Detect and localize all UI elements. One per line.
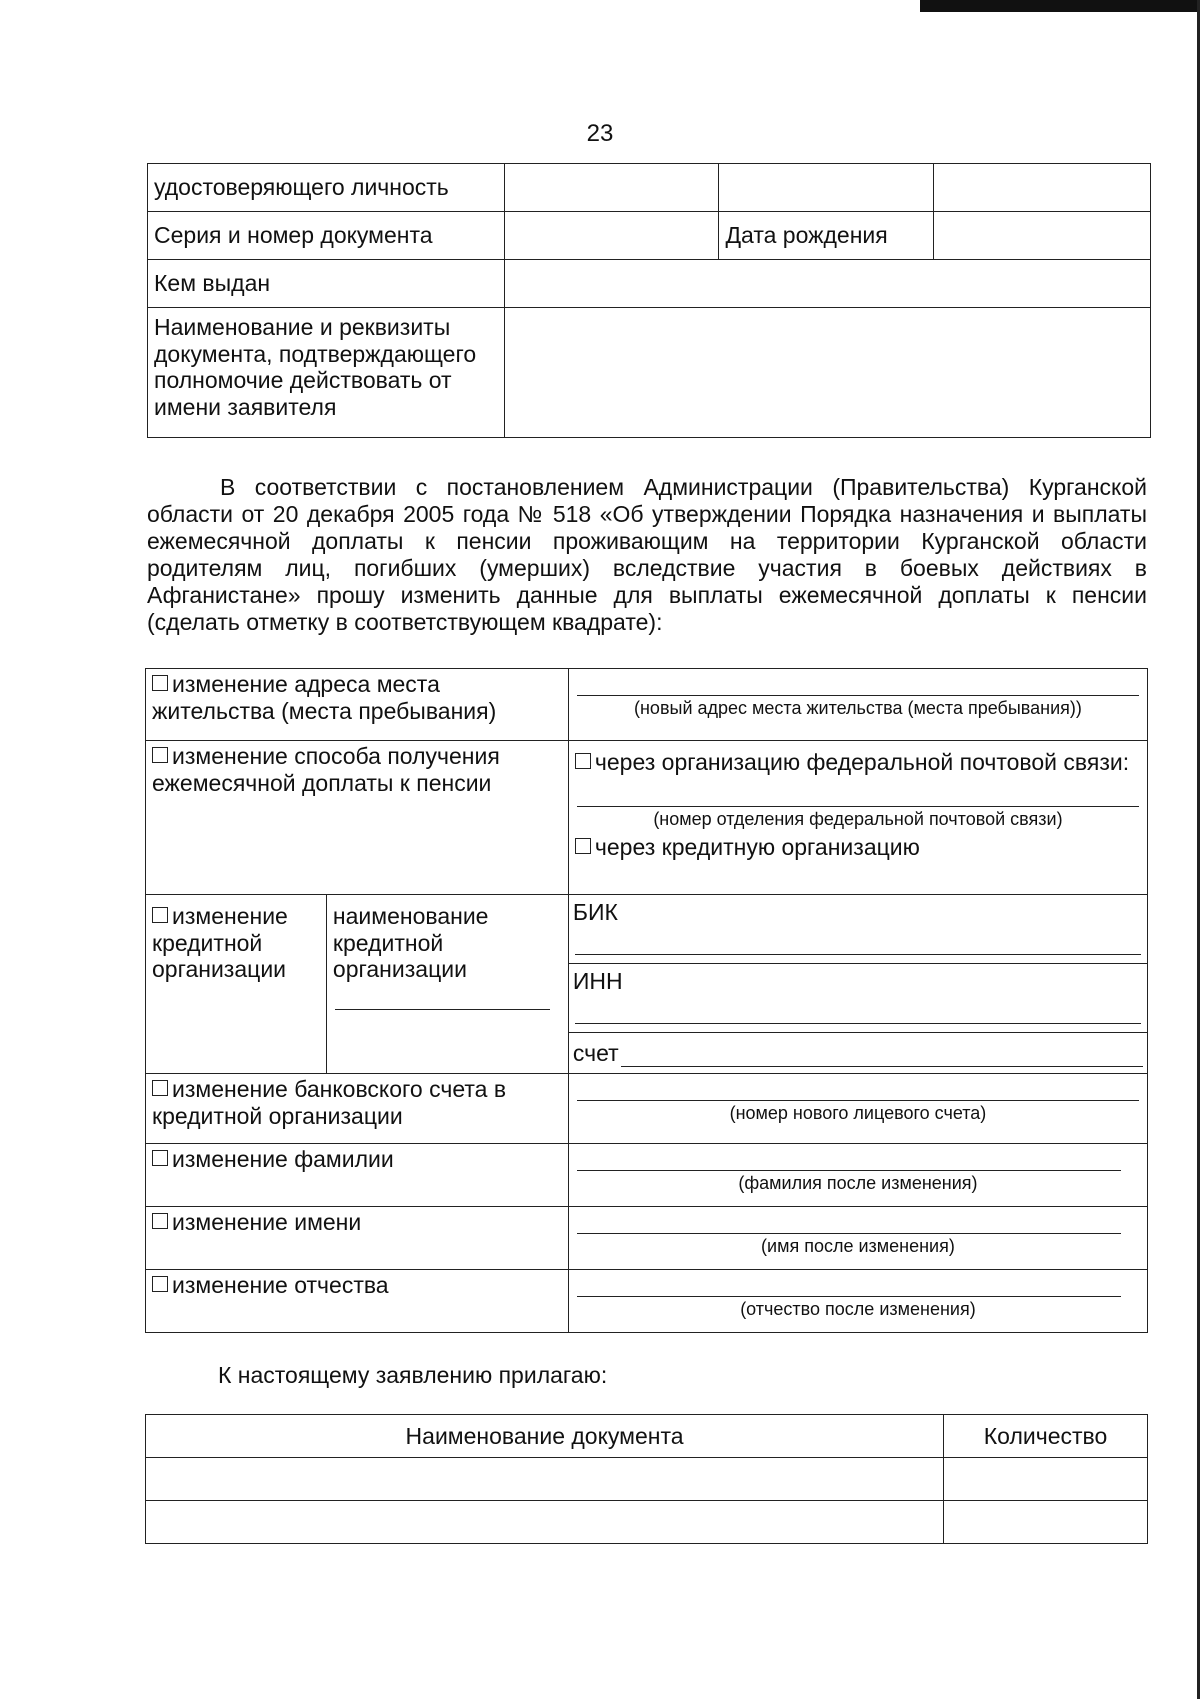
patronymic-change-option[interactable] [146,1270,569,1333]
series-number-label: Серия и номер документа [148,212,505,260]
bik-line[interactable] [575,930,1141,955]
surname-checkbox[interactable] [152,1150,168,1166]
via-post-checkbox[interactable] [575,753,591,769]
address-option-label: изменение адреса места жительства (места пребывания) [152,671,497,724]
credit-org-option-label: изменение кредитной организации [152,903,288,983]
id-document-label: удостоверяющего личность [148,164,505,212]
address-checkbox[interactable] [152,675,168,691]
scan-edge-top [920,0,1200,12]
bik-label: БИК [572,899,618,925]
name-caption: (имя после изменения) [761,1236,955,1256]
bank-account-change-option[interactable] [146,1074,569,1144]
name-field-cell[interactable] [568,1207,1147,1270]
issued-by-label: Кем выдан [148,260,505,308]
surname-line[interactable] [577,1146,1121,1171]
name-line[interactable] [577,1209,1121,1234]
patronymic-line[interactable] [577,1272,1121,1297]
post-office-line[interactable] [577,782,1139,807]
inn-label: ИНН [572,968,623,994]
attachment-row-1-qty[interactable] [944,1458,1148,1501]
date-of-birth-label: Дата рождения [719,212,934,260]
name-change-option[interactable] [146,1207,569,1270]
series-number-field[interactable] [504,212,719,260]
via-post-label: через организацию федеральной почтовой связи: [594,749,1130,775]
method-field-cell [568,741,1147,895]
surname-option-label: изменение фамилии [172,1146,394,1172]
patronymic-checkbox[interactable] [152,1276,168,1292]
attachments-col-qty: Количество [944,1415,1148,1458]
credit-org-name-cell [326,895,568,1074]
id-document-cell-2[interactable] [719,164,934,212]
bank-account-caption: (номер нового лицевого счета) [729,1103,987,1123]
surname-field-cell[interactable] [568,1144,1147,1207]
applicant-table [147,163,1151,438]
inn-block [569,964,1147,1033]
issued-by-field[interactable] [504,260,1150,308]
credit-org-checkbox[interactable] [152,907,168,923]
account-line[interactable] [621,1046,1143,1067]
bank-details-cell [568,895,1147,1074]
address-caption: (новый адрес места жительства (места пребывания)) [634,698,1082,718]
attachments-col-name: Наименование документа [146,1415,944,1458]
credit-org-name-line[interactable] [335,985,550,1010]
bank-account-checkbox[interactable] [152,1080,168,1096]
authority-document-label: Наименование и реквизиты документа, подтверждающего полномочие действовать от имени заявителя [148,308,505,438]
id-document-cell-1[interactable] [504,164,719,212]
attachment-row-1-name[interactable] [146,1458,944,1501]
id-document-cell-3[interactable] [934,164,1151,212]
name-checkbox[interactable] [152,1213,168,1229]
method-checkbox[interactable] [152,747,168,763]
attachment-row-2-name[interactable] [146,1501,944,1544]
attachments-table [145,1414,1148,1544]
patronymic-field-cell[interactable] [568,1270,1147,1333]
date-of-birth-field[interactable] [934,212,1151,260]
address-line[interactable] [577,671,1139,696]
surname-change-option[interactable] [146,1144,569,1207]
attachments-title: К настоящему заявлению прилагаю: [218,1362,608,1388]
authority-document-field[interactable] [504,308,1150,438]
via-bank-label: через кредитную организацию [594,833,920,860]
changes-table [145,668,1148,1333]
method-option-label: изменение способа получения ежемесячной доплаты к пенсии [152,743,500,796]
bik-block [569,895,1147,964]
via-bank-checkbox[interactable] [575,838,591,854]
bank-account-field-cell[interactable] [568,1074,1147,1144]
bank-account-line[interactable] [577,1076,1139,1101]
credit-org-name-label: наименование кредитной организации [332,903,489,983]
inn-line[interactable] [575,999,1141,1024]
method-change-option[interactable] [146,741,569,895]
patronymic-caption: (отчество после изменения) [740,1299,976,1319]
account-label: счет [572,1040,619,1067]
page-number: 23 [586,120,614,147]
address-field-cell[interactable] [568,669,1147,741]
request-paragraph: В соответствии с постановлением Администрации (Правительства) Курганской области от 20 декабря 2005 года № 518 «Об утверждении Порядка назначения и выплаты ежемесячной доплаты к пенсии проживающим на территории Курганской области родителям лиц, погибших (умерших) вследствие участия в боевых действиях в Афганистане» прошу изменить данные для выплаты ежемесячной доплаты к пенсии (сделать отметку в соответствующем квадрате): [147,474,1147,635]
address-change-option[interactable] [146,669,569,741]
name-option-label: изменение имени [172,1209,362,1235]
patronymic-option-label: изменение отчества [172,1272,389,1298]
bank-account-option-label: изменение банковского счета в кредитной организации [152,1076,507,1129]
credit-org-change-option[interactable] [146,895,327,1074]
surname-caption: (фамилия после изменения) [738,1173,978,1193]
attachment-row-2-qty[interactable] [944,1501,1148,1544]
post-office-caption: (номер отделения федеральной почтовой связи) [653,808,1063,829]
account-block [569,1033,1147,1073]
